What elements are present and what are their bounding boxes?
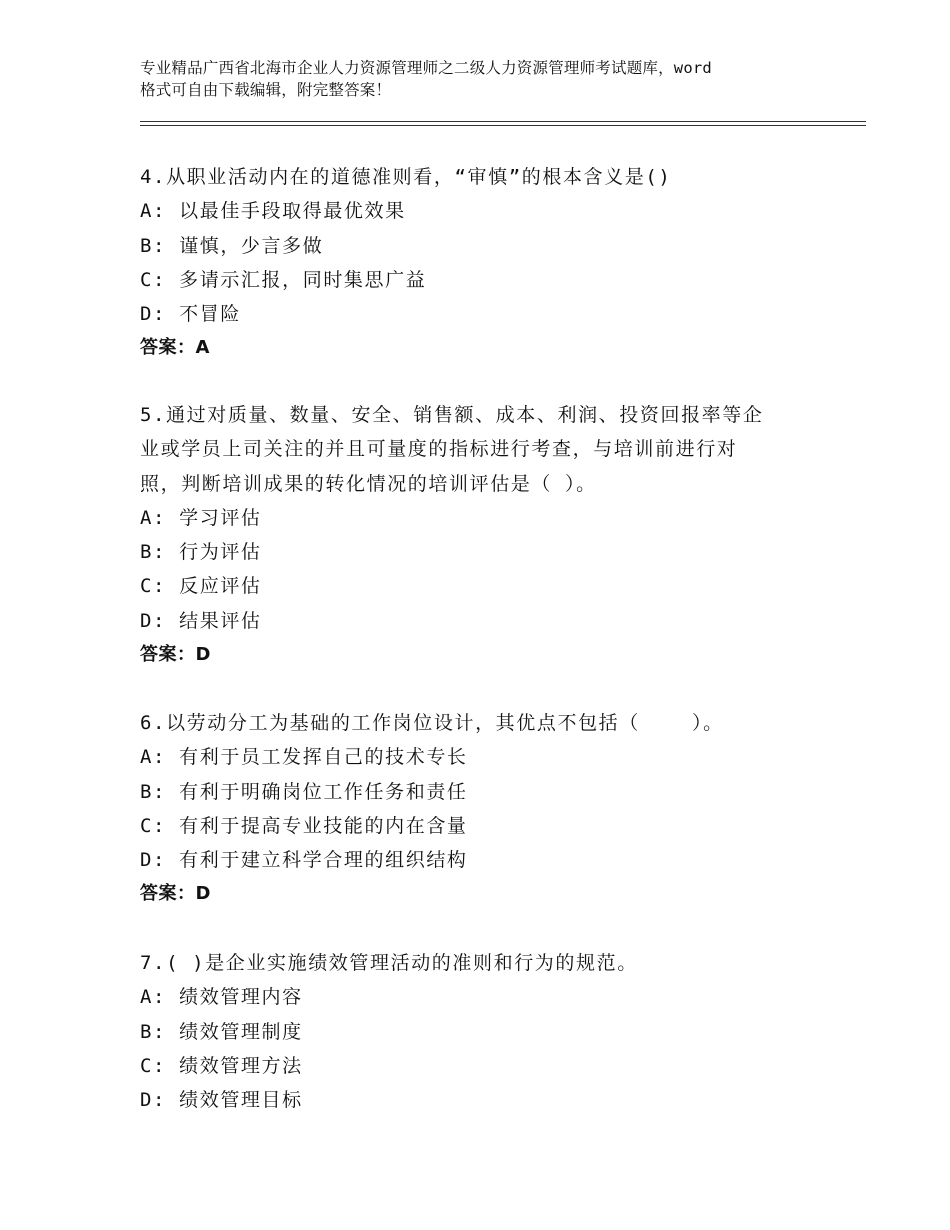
answer-label: 答案：D bbox=[140, 644, 211, 666]
option-a: A: 绩效管理内容 bbox=[140, 986, 303, 1009]
option-d: D: 结果评估 bbox=[140, 609, 262, 632]
option-c: C: 绩效管理方法 bbox=[140, 1054, 303, 1077]
document-header bbox=[140, 57, 830, 101]
option-a: A: 有利于员工发挥自己的技术专长 bbox=[140, 746, 468, 769]
option-d: D: 有利于建立科学合理的组织结构 bbox=[140, 849, 468, 872]
option-c: C: 多请示汇报，同时集思广益 bbox=[140, 268, 427, 291]
answer-label: 答案：D bbox=[140, 883, 211, 905]
option-b: B: 绩效管理制度 bbox=[140, 1020, 303, 1043]
question-6 bbox=[140, 706, 830, 912]
question-4 bbox=[140, 160, 830, 366]
question-5 bbox=[140, 398, 830, 672]
option-c: C: 有利于提高专业技能的内在含量 bbox=[140, 814, 468, 837]
question-stem-line-2: 业或学员上司关注的并且可量度的指标进行考查，与培训前进行对 bbox=[140, 438, 738, 461]
option-b: B: 行为评估 bbox=[140, 541, 262, 564]
question-stem-line-1: 5.通过对质量、数量、安全、销售额、成本、利润、投资回报率等企 bbox=[140, 404, 764, 426]
option-a: A: 学习评估 bbox=[140, 506, 262, 529]
option-c: C: 反应评估 bbox=[140, 575, 262, 598]
question-stem: 6.以劳动分工为基础的工作岗位设计，其优点不包括（ ）。 bbox=[140, 712, 724, 734]
question-7 bbox=[140, 946, 830, 1117]
question-stem: 4.从职业活动内在的道德准则看，“审慎”的根本含义是() bbox=[140, 166, 672, 188]
option-d: D: 不冒险 bbox=[140, 303, 241, 326]
option-b: B: 有利于明确岗位工作任务和责任 bbox=[140, 780, 468, 803]
option-b: B: 谨慎，少言多做 bbox=[140, 234, 324, 257]
header-title-line-1: 专业精品广西省北海市企业人力资源管理师之二级人力资源管理师考试题库，word bbox=[140, 59, 712, 77]
answer-label: 答案：A bbox=[140, 337, 210, 359]
question-stem-line-3: 照，判断培训成果的转化情况的培训评估是（ ）。 bbox=[140, 472, 597, 495]
header-divider-bottom bbox=[140, 125, 866, 126]
question-stem: 7.( )是企业实施绩效管理活动的准则和行为的规范。 bbox=[140, 952, 638, 974]
header-divider-top bbox=[140, 121, 866, 122]
header-title-line-2: 格式可自由下载编辑，附完整答案！ bbox=[140, 81, 392, 99]
option-a: A: 以最佳手段取得最优效果 bbox=[140, 200, 406, 223]
option-d: D: 绩效管理目标 bbox=[140, 1089, 303, 1112]
